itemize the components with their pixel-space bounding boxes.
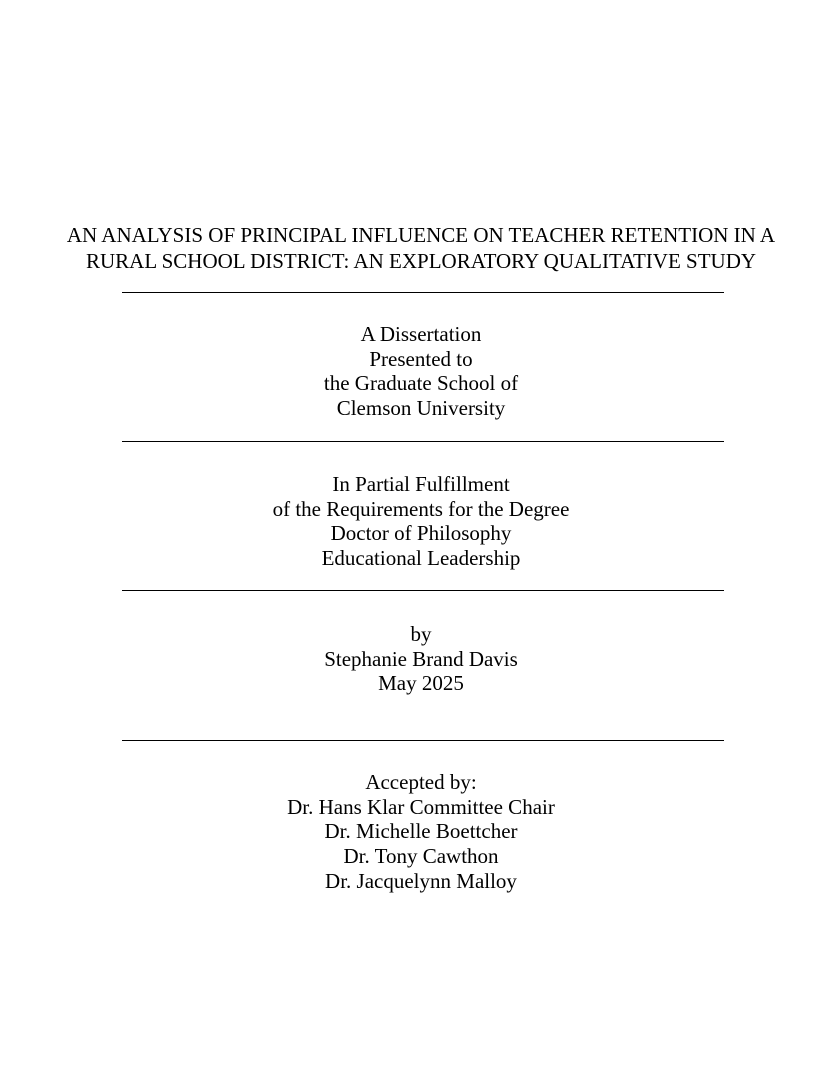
divider-rule-1 [122,292,724,293]
divider-rule-4 [122,740,724,741]
committee-heading: Accepted by: [365,770,477,794]
title-line-1: AN ANALYSIS OF PRINCIPAL INFLUENCE ON TEACHER RETENTION IN A [66,223,776,247]
committee-member: Dr. Jacquelynn Malloy [325,868,517,893]
fulfillment-line-1: In Partial Fulfillment [332,472,510,496]
committee-member: Dr. Tony Cawthon [343,844,499,869]
fulfillment-line-2: of the Requirements for the Degree [272,496,570,521]
fulfillment-line-3: Doctor of Philosophy [330,521,512,546]
author-name: Stephanie Brand Davis [324,646,518,671]
author-date: May 2025 [378,671,464,696]
author-by: by [410,622,432,646]
divider-rule-2 [122,441,724,442]
fulfillment-line-4: Educational Leadership [321,546,521,571]
committee-member: Dr. Hans Klar Committee Chair [287,794,555,819]
author-block [0,622,836,696]
title-line-2: RURAL SCHOOL DISTRICT: AN EXPLORATORY QUALITATIVE STUDY [85,249,757,273]
presentation-line-4: Clemson University [336,396,506,421]
presentation-line-3: the Graduate School of [323,371,519,396]
divider-rule-3 [122,590,724,591]
fulfillment-block [0,472,836,571]
presentation-line-2: Presented to [369,346,473,371]
committee-member: Dr. Michelle Boettcher [324,819,518,844]
dissertation-title [0,222,836,274]
committee-block [0,770,836,894]
presentation-line-1: A Dissertation [360,322,482,346]
presentation-block [0,322,836,421]
